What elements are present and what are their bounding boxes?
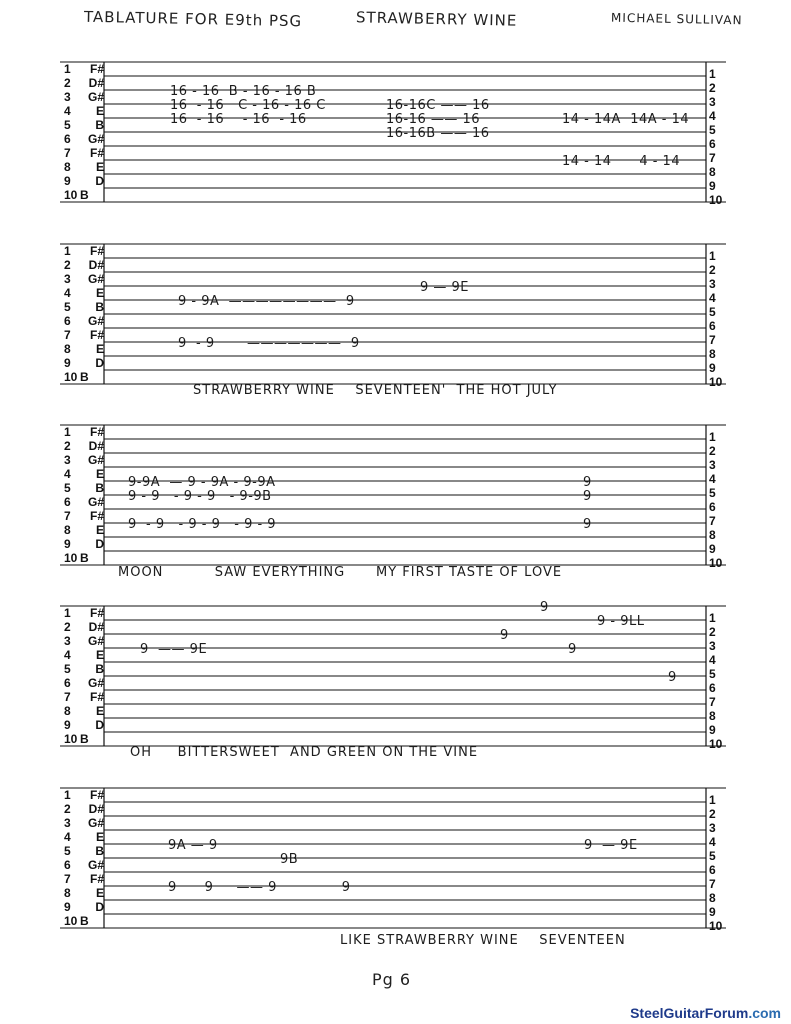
string-number-right-6: 6 [709,137,716,151]
string-note: D [95,900,104,914]
string-label-9 [64,175,104,187]
string-number: 1 [64,788,71,802]
string-label-7 [64,329,104,341]
string-label-9 [64,357,104,369]
string-label-8 [64,705,104,717]
string-number-right-5: 5 [709,305,716,319]
tab-notation: 9 9 —— 9 9 [168,880,351,895]
string-note: D [95,356,104,370]
string-number-right-6: 6 [709,500,716,514]
string-number: 10 [64,188,78,202]
string-note: F# [89,690,104,704]
string-label-3 [64,635,104,647]
string-label-7 [64,510,104,522]
string-note: D [95,174,104,188]
string-number-right-4: 4 [709,835,716,849]
string-label-1 [64,789,104,801]
staff-lines [0,786,791,936]
string-note: G# [87,272,104,286]
string-label-10 [64,915,92,927]
string-number-right-5: 5 [709,849,716,863]
string-number-right-8: 8 [709,347,716,361]
string-number: 5 [64,844,71,858]
staff-2 [0,242,791,402]
tab-notation: 16 - 16 C - 16 - 16 C [170,98,326,113]
tab-notation: 9 - 9 ——————— 9 [178,336,360,351]
string-note: B [80,188,89,202]
string-number-right-2: 2 [709,444,716,458]
string-number-right-7: 7 [709,877,716,891]
string-number-right-4: 4 [709,653,716,667]
lyric-line: STRAWBERRY WINE SEVENTEEN' THE HOT JULY [193,383,558,398]
string-note: G# [87,816,104,830]
string-label-4 [64,649,104,661]
staff-3 [0,423,791,583]
string-number: 1 [64,425,71,439]
string-number: 8 [64,886,71,900]
string-number: 4 [64,104,71,118]
string-label-1 [64,63,104,75]
tab-notation: 16-16C —— 16 [386,98,490,113]
string-note: D# [88,802,104,816]
string-number-right-4: 4 [709,109,716,123]
string-number-right-3: 3 [709,458,716,472]
string-number-right-5: 5 [709,123,716,137]
string-number-right-6: 6 [709,681,716,695]
string-label-5 [64,663,104,675]
string-number: 3 [64,816,71,830]
string-number-right-3: 3 [709,639,716,653]
tab-notation: 9 - 9A ———————— 9 [178,294,355,309]
string-number: 10 [64,551,78,565]
watermark-main: SteelGuitarForum [630,1005,749,1021]
staff-1 [0,60,791,220]
string-label-10 [64,189,92,201]
string-number-right-7: 7 [709,695,716,709]
string-number-right-1: 1 [709,67,716,81]
string-number-right-2: 2 [709,625,716,639]
string-note: E [95,523,104,537]
string-number-right-8: 8 [709,528,716,542]
string-note: B [80,914,89,928]
string-number-right-8: 8 [709,165,716,179]
tab-notation: 16-16B —— 16 [386,126,490,141]
string-number: 6 [64,858,71,872]
tab-notation: 9 — 9E [420,280,470,295]
string-number: 8 [64,704,71,718]
string-number-right-1: 1 [709,430,716,444]
string-note: B [95,118,104,132]
string-label-2 [64,440,104,452]
string-label-8 [64,343,104,355]
string-note: B [80,551,89,565]
string-label-3 [64,91,104,103]
string-note: B [95,662,104,676]
string-number: 6 [64,495,71,509]
string-label-9 [64,719,104,731]
string-number: 7 [64,872,71,886]
string-note: D# [88,620,104,634]
tab-notation: 9A — 9 [168,838,218,853]
string-label-9 [64,901,104,913]
string-number-right-9: 9 [709,542,716,556]
string-number-right-1: 1 [709,249,716,263]
tab-notation: 16 - 16 - 16 - 16 [170,112,307,127]
tab-notation: 14 - 14 4 - 14 [562,154,681,169]
string-number: 4 [64,286,71,300]
string-note: G# [87,132,104,146]
string-number-right-1: 1 [709,611,716,625]
string-note: B [80,732,89,746]
author-name: MICHAEL SULLIVAN [610,10,743,28]
string-number: 6 [64,676,71,690]
string-number-right-7: 7 [709,333,716,347]
string-number: 7 [64,690,71,704]
string-note: D# [88,439,104,453]
string-note: D# [88,258,104,272]
string-number: 7 [64,328,71,342]
string-number-right-7: 7 [709,151,716,165]
string-number: 10 [64,370,78,384]
string-label-3 [64,454,104,466]
string-number: 9 [64,356,71,370]
string-number-right-2: 2 [709,807,716,821]
string-number: 3 [64,634,71,648]
string-number: 7 [64,509,71,523]
string-note: D [95,718,104,732]
string-label-2 [64,621,104,633]
string-number-right-10: 10 [709,375,723,389]
string-note: D [95,537,104,551]
string-label-8 [64,161,104,173]
string-note: E [95,830,104,844]
string-number-right-2: 2 [709,81,716,95]
staff-5 [0,786,791,946]
string-label-5 [64,845,104,857]
string-label-6 [64,133,104,145]
string-number-right-2: 2 [709,263,716,277]
string-note: G# [87,495,104,509]
song-title: STRAWBERRY WINE [355,8,518,30]
string-number-right-4: 4 [709,472,716,486]
string-number-right-6: 6 [709,319,716,333]
staff-4 [0,600,791,764]
string-label-4 [64,831,104,843]
string-label-5 [64,301,104,313]
string-number-right-10: 10 [709,919,723,933]
string-note: B [80,370,89,384]
string-number: 1 [64,606,71,620]
string-number: 9 [64,537,71,551]
string-label-5 [64,482,104,494]
tab-notation: 16-16 —— 16 [386,112,481,127]
string-note: E [95,648,104,662]
string-number: 5 [64,481,71,495]
string-label-10 [64,733,92,745]
string-number: 2 [64,258,71,272]
string-note: F# [89,62,104,76]
string-label-5 [64,119,104,131]
string-note: G# [87,634,104,648]
string-label-7 [64,691,104,703]
string-number: 4 [64,467,71,481]
string-number-right-9: 9 [709,361,716,375]
tab-notation: 9 [540,600,549,615]
string-number: 9 [64,174,71,188]
string-number-right-5: 5 [709,667,716,681]
string-number: 1 [64,244,71,258]
string-label-4 [64,105,104,117]
string-label-8 [64,524,104,536]
string-note: E [95,342,104,356]
string-number-right-9: 9 [709,905,716,919]
string-label-1 [64,607,104,619]
staff-lines [0,242,791,392]
string-number: 3 [64,453,71,467]
string-number: 4 [64,648,71,662]
string-note: F# [89,328,104,342]
string-note: G# [87,314,104,328]
string-label-3 [64,273,104,285]
string-label-4 [64,468,104,480]
string-label-2 [64,803,104,815]
string-note: F# [89,509,104,523]
staff-lines [0,423,791,573]
string-label-1 [64,426,104,438]
string-note: F# [89,425,104,439]
string-number: 6 [64,314,71,328]
tab-notation: 9 - 9 - 9 - 9 - 9 - 9 [128,517,277,532]
string-number-right-1: 1 [709,793,716,807]
string-note: F# [89,146,104,160]
string-label-6 [64,677,104,689]
string-number-right-10: 10 [709,737,723,751]
string-label-10 [64,371,92,383]
string-note: B [95,300,104,314]
string-note: F# [89,606,104,620]
string-note: E [95,704,104,718]
string-label-6 [64,859,104,871]
string-number: 2 [64,802,71,816]
string-label-2 [64,77,104,89]
string-number: 10 [64,732,78,746]
tab-title: TABLATURE FOR E9th PSG [83,7,303,31]
tab-notation: 9 — 9E [584,838,638,853]
string-number: 2 [64,76,71,90]
string-number-right-10: 10 [709,556,723,570]
string-number: 7 [64,146,71,160]
string-note: B [95,481,104,495]
watermark [630,1005,781,1021]
string-label-10 [64,552,92,564]
string-number-right-10: 10 [709,193,723,207]
string-note: G# [87,676,104,690]
string-number-right-6: 6 [709,863,716,877]
string-number: 2 [64,439,71,453]
lyric-line: OH BITTERSWEET AND GREEN ON THE VINE [130,745,479,760]
string-number-right-7: 7 [709,514,716,528]
string-number-right-8: 8 [709,709,716,723]
string-number: 1 [64,62,71,76]
tab-notation: 9B [280,852,299,867]
string-number: 5 [64,300,71,314]
lyric-line: LIKE STRAWBERRY WINE SEVENTEEN [340,933,626,948]
string-label-6 [64,496,104,508]
string-number: 8 [64,342,71,356]
string-number-right-3: 3 [709,821,716,835]
string-note: E [95,160,104,174]
string-label-3 [64,817,104,829]
string-label-8 [64,887,104,899]
string-number-right-3: 3 [709,95,716,109]
string-number: 9 [64,718,71,732]
string-number: 3 [64,90,71,104]
string-label-7 [64,873,104,885]
string-number: 4 [64,830,71,844]
tab-notation: 14 - 14A 14A - 14 [562,112,690,127]
tab-notation: 9 [568,642,577,657]
tab-notation: 9-9A — 9 - 9A - 9-9A [128,475,276,490]
string-number-right-4: 4 [709,291,716,305]
string-note: D# [88,76,104,90]
string-number: 8 [64,160,71,174]
string-note: E [95,104,104,118]
string-number: 6 [64,132,71,146]
tab-notation: 9 [500,628,509,643]
lyric-line: MOON SAW EVERYTHING MY FIRST TASTE OF LOVE [118,565,563,580]
tab-notation: 9 [583,475,592,490]
string-note: F# [89,244,104,258]
string-number: 8 [64,523,71,537]
tab-notation: 16 - 16 B - 16 - 16 B [170,84,317,99]
string-number-right-9: 9 [709,179,716,193]
string-number: 5 [64,118,71,132]
string-number: 2 [64,620,71,634]
string-note: G# [87,858,104,872]
string-note: E [95,467,104,481]
string-note: G# [87,453,104,467]
tab-notation: 9 [583,517,592,532]
string-note: G# [87,90,104,104]
string-note: E [95,286,104,300]
string-number-right-8: 8 [709,891,716,905]
string-label-4 [64,287,104,299]
string-label-6 [64,315,104,327]
string-number: 9 [64,900,71,914]
string-label-1 [64,245,104,257]
string-number-right-9: 9 [709,723,716,737]
string-number-right-5: 5 [709,486,716,500]
string-number: 10 [64,914,78,928]
tab-notation: 9 [668,670,677,685]
string-number: 5 [64,662,71,676]
string-label-7 [64,147,104,159]
string-note: F# [89,872,104,886]
string-label-9 [64,538,104,550]
page-number: Pg 6 [372,970,412,989]
tab-notation: 9 - 9LL [597,614,645,629]
tab-notation: 9 —— 9E [140,642,208,657]
string-number-right-3: 3 [709,277,716,291]
tab-notation: 9 [583,489,592,504]
string-label-2 [64,259,104,271]
string-note: F# [89,788,104,802]
watermark-suffix: .com [748,1005,781,1021]
string-number: 3 [64,272,71,286]
string-note: B [95,844,104,858]
string-note: E [95,886,104,900]
tab-notation: 9 - 9 - 9 - 9 - 9-9B [128,489,272,504]
